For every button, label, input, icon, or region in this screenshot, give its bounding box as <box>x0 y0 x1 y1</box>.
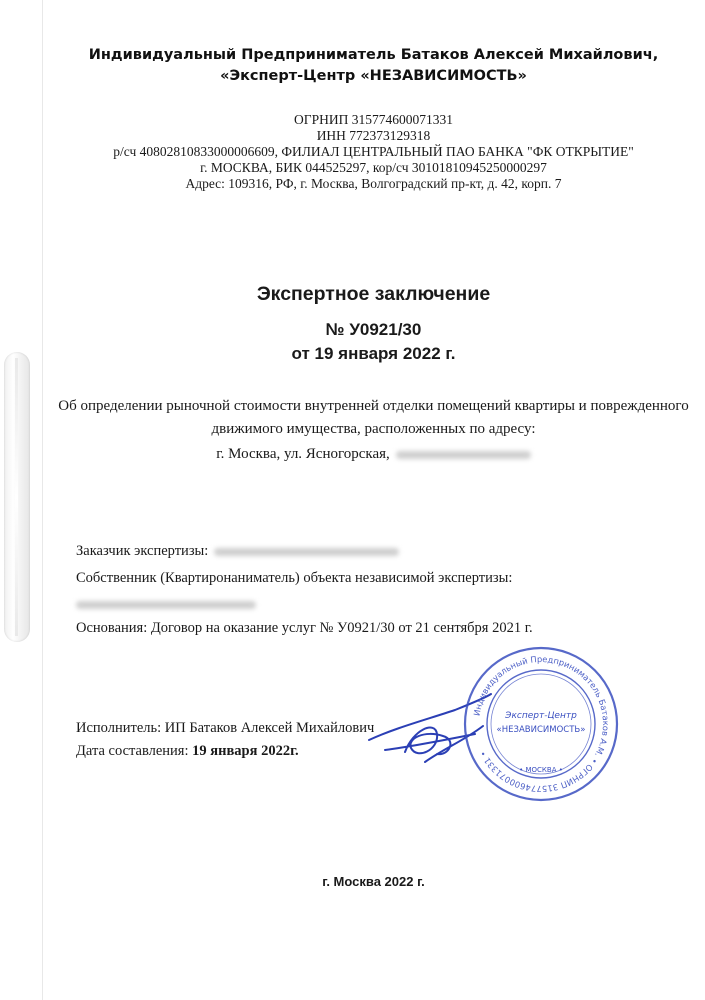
redacted-owner <box>76 601 256 609</box>
customer-label: Заказчик экспертизы: <box>76 543 209 559</box>
customer-row <box>76 543 399 560</box>
owner-label: Собственник (Квартиронаниматель) объекта независимой экспертизы: <box>76 570 513 586</box>
stamp-seal <box>461 644 621 804</box>
stamp-ring-path: Индивидуальный Предприниматель Батаков А.М. • ОГРНИП 315774600071331 • <box>471 653 612 795</box>
stamp-center-line-1: Эксперт-Центр <box>505 711 577 721</box>
subject-line-2: движимого имущества, расположенных по адресу: <box>211 421 536 437</box>
redacted-customer <box>214 548 399 556</box>
header-line-2: «Эксперт-Центр «НЕЗАВИСИМОСТЬ» <box>220 68 527 84</box>
subject-address <box>42 443 705 465</box>
inn: ИНН 772373129318 <box>316 128 431 143</box>
date-value: 19 января 2022г. <box>192 743 299 759</box>
subject-address-text: г. Москва, ул. Ясногорская, <box>216 446 390 462</box>
executor: Исполнитель: ИП Батаков Алексей Михайлович <box>76 720 375 736</box>
official-stamp <box>461 644 621 804</box>
subject-line-1: Об определении рыночной стоимости внутренней отделки помещений квартиры и поврежденного <box>58 398 689 414</box>
footer-city: г. Москва 2022 г. <box>322 874 425 889</box>
stamp-bottom-text: • МОСКВА • <box>519 766 563 774</box>
address: Адрес: 109316, РФ, г. Москва, Волгоградский пр-кт, д. 42, корп. 7 <box>185 176 562 191</box>
date-label: Дата составления: <box>76 743 189 759</box>
document-number: № У0921/30 <box>325 320 422 339</box>
bank-account: р/сч 40802810833000006609, ФИЛИАЛ ЦЕНТРАЛЬНЫЙ ПАО БАНКА "ФК ОТКРЫТИЕ" <box>113 144 634 159</box>
document-date: от 19 января 2022 г. <box>291 344 456 363</box>
bank-details: г. МОСКВА, БИК 044525297, кор/сч 30101810945250000297 <box>200 160 547 175</box>
binding-ribbon <box>4 352 30 642</box>
ogrnip: ОГРНИП 315774600071331 <box>294 112 453 127</box>
document-title: Экспертное заключение <box>256 283 491 305</box>
basis: Основания: Договор на оказание услуг № У0921/30 от 21 сентября 2021 г. <box>76 620 533 636</box>
stamp-center-line-2: «НЕЗАВИСИМОСТЬ» <box>496 725 586 735</box>
redacted-address <box>396 451 531 459</box>
compile-date-row <box>76 743 299 760</box>
header-line-1: Индивидуальный Предприниматель Батаков Алексей Михайлович, <box>88 47 659 63</box>
owner-row <box>76 596 256 613</box>
